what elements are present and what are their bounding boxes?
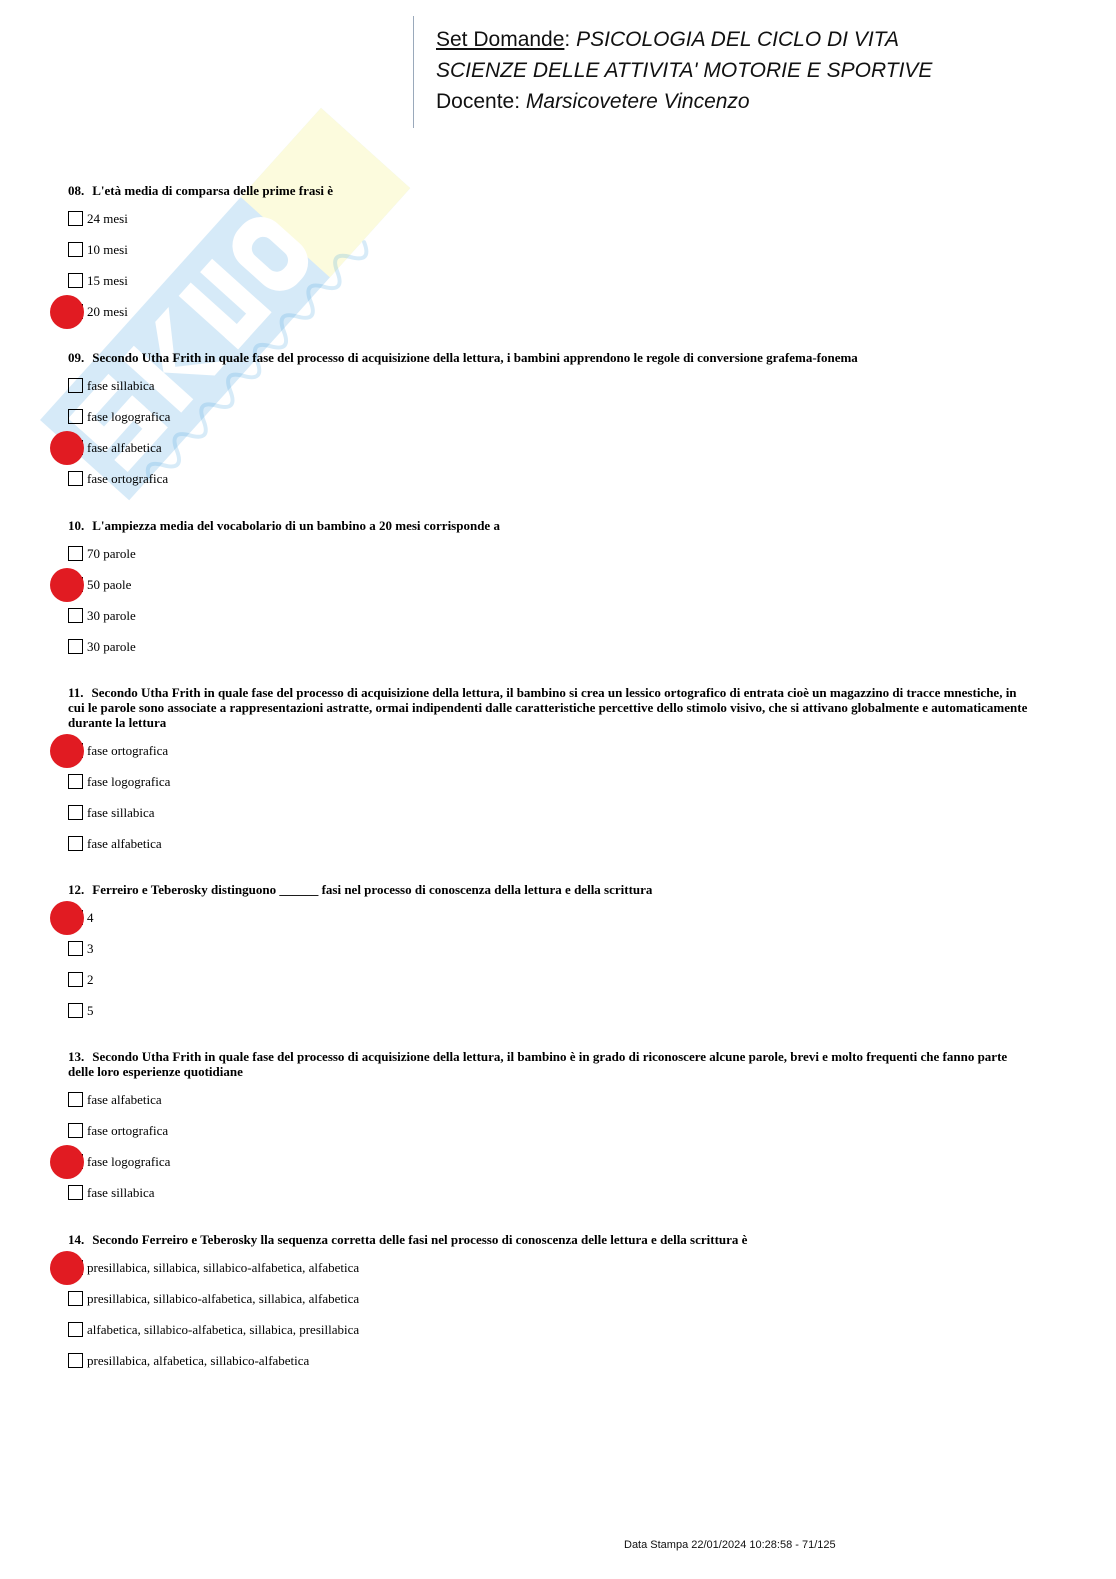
answer-option[interactable]: 3 bbox=[68, 940, 1028, 971]
question-12 bbox=[68, 882, 1028, 1033]
question-title: 11. Secondo Utha Frith in quale fase del processo di acquisizione della lettura, il bambino si crea un lessico ortografico di entrata cioè un magazzino di tracce mnestiche, in cui le parole sono associate a rappresentazioni astratte, ormai indipendenti dalle caratteristiche percettive dello stimolo visivo, che si attivano globalmente e automaticamente durante la lettura bbox=[68, 685, 1028, 730]
checkbox[interactable] bbox=[68, 1322, 83, 1337]
set-title: PSICOLOGIA DEL CICLO DI VITA bbox=[576, 28, 899, 51]
answer-option[interactable]: fase logografica bbox=[68, 1153, 1028, 1184]
question-title: 09. Secondo Utha Frith in quale fase del processo di acquisizione della lettura, i bambini apprendono le regole di conversione grafema-fonema bbox=[68, 350, 858, 365]
checkbox[interactable] bbox=[68, 471, 83, 486]
question-09 bbox=[68, 350, 1028, 501]
checkbox[interactable] bbox=[68, 409, 83, 424]
answer-option[interactable]: alfabetica, sillabico-alfabetica, sillabica, presillabica bbox=[68, 1321, 1028, 1352]
checkbox[interactable] bbox=[68, 1291, 83, 1306]
answer-option[interactable]: fase logografica bbox=[68, 408, 1028, 439]
checkbox[interactable] bbox=[68, 836, 83, 851]
teacher-label: Docente bbox=[436, 90, 515, 113]
teacher-name: Marsicovetere Vincenzo bbox=[525, 90, 750, 113]
checkbox[interactable] bbox=[68, 1185, 83, 1200]
answer-option[interactable]: fase ortografica bbox=[68, 470, 1028, 501]
checkbox[interactable] bbox=[68, 378, 83, 393]
checkbox[interactable] bbox=[68, 1123, 83, 1138]
question-08 bbox=[68, 183, 1028, 334]
checkbox[interactable] bbox=[68, 972, 83, 987]
answer-marker-dot bbox=[50, 295, 84, 329]
answer-option[interactable]: 15 mesi bbox=[68, 272, 1028, 303]
print-date-footer: Data Stampa 22/01/2024 10:28:58 - 71/125 bbox=[624, 1539, 836, 1551]
answer-option[interactable]: 70 parole bbox=[68, 545, 1028, 576]
answer-option[interactable]: 10 mesi bbox=[68, 241, 1028, 272]
answer-option[interactable]: fase alfabetica bbox=[68, 1091, 1028, 1122]
checkbox[interactable] bbox=[68, 1092, 83, 1107]
answer-option[interactable]: 2 bbox=[68, 971, 1028, 1002]
answer-option[interactable]: presillabica, sillabica, sillabico-alfabetica, alfabetica bbox=[68, 1259, 1028, 1290]
question-title: 08. L'età media di comparsa delle prime frasi è bbox=[68, 183, 334, 198]
answer-marker-dot bbox=[50, 734, 84, 768]
answer-option[interactable]: fase sillabica bbox=[68, 804, 1028, 835]
course-name: SCIENZE DELLE ATTIVITA' MOTORIE E SPORTIVE bbox=[436, 59, 933, 82]
answer-option[interactable]: 30 parole bbox=[68, 638, 1028, 669]
answer-option[interactable]: fase ortografica bbox=[68, 742, 1028, 773]
checkbox[interactable] bbox=[68, 1353, 83, 1368]
checkbox[interactable] bbox=[68, 805, 83, 820]
answer-option[interactable]: fase alfabetica bbox=[68, 835, 1028, 866]
header-divider bbox=[413, 16, 414, 128]
answer-option[interactable]: 50 paole bbox=[68, 576, 1028, 607]
answer-option[interactable]: 24 mesi bbox=[68, 210, 1028, 241]
answer-option[interactable]: fase ortografica bbox=[68, 1122, 1028, 1153]
checkbox[interactable] bbox=[68, 941, 83, 956]
answer-option[interactable]: fase alfabetica bbox=[68, 439, 1028, 470]
question-14 bbox=[68, 1232, 1028, 1383]
checkbox[interactable] bbox=[68, 1003, 83, 1018]
answer-option[interactable]: presillabica, alfabetica, sillabico-alfabetica bbox=[68, 1352, 1028, 1383]
answer-marker-dot bbox=[50, 1145, 84, 1179]
document-header: Set Domande: PSICOLOGIA DEL CICLO DI VITA SCIENZE DELLE ATTIVITA' MOTORIE E SPORTIVE Docente: Marsicovetere Vincenzo bbox=[436, 28, 933, 113]
question-13 bbox=[68, 1049, 1028, 1215]
question-title: 12. Ferreiro e Teberosky distinguono ______ fasi nel processo di conoscenza della lettura e della scrittura bbox=[68, 882, 653, 897]
checkbox[interactable] bbox=[68, 211, 83, 226]
answer-marker-dot bbox=[50, 568, 84, 602]
set-label: Set Domande bbox=[436, 28, 565, 51]
answer-option[interactable]: fase sillabica bbox=[68, 377, 1028, 408]
checkbox[interactable] bbox=[68, 608, 83, 623]
question-title: 13. Secondo Utha Frith in quale fase del processo di acquisizione della lettura, il bambino è in grado di riconoscere alcune parole, brevi e molto frequenti che fanno parte delle loro esperienze quotidiane bbox=[68, 1049, 1008, 1079]
answer-marker-dot bbox=[50, 431, 84, 465]
question-10 bbox=[68, 518, 1028, 669]
answer-option[interactable]: fase sillabica bbox=[68, 1184, 1028, 1215]
answer-option[interactable]: presillabica, sillabico-alfabetica, sillabica, alfabetica bbox=[68, 1290, 1028, 1321]
checkbox[interactable] bbox=[68, 774, 83, 789]
answer-option[interactable]: fase logografica bbox=[68, 773, 1028, 804]
answer-marker-dot bbox=[50, 1251, 84, 1285]
answer-marker-dot bbox=[50, 901, 84, 935]
question-11 bbox=[68, 685, 1028, 866]
question-title: 14. Secondo Ferreiro e Teberosky lla sequenza corretta delle fasi nel processo di conoscenza delle lettura e della scrittura è bbox=[68, 1232, 748, 1247]
checkbox[interactable] bbox=[68, 546, 83, 561]
answer-option[interactable]: 20 mesi bbox=[68, 303, 1028, 334]
answer-option[interactable]: 5 bbox=[68, 1002, 1028, 1033]
checkbox[interactable] bbox=[68, 639, 83, 654]
checkbox[interactable] bbox=[68, 273, 83, 288]
answer-option[interactable]: 30 parole bbox=[68, 607, 1028, 638]
answer-option[interactable]: 4 bbox=[68, 909, 1028, 940]
checkbox[interactable] bbox=[68, 242, 83, 257]
question-title: 10. L'ampiezza media del vocabolario di un bambino a 20 mesi corrisponde a bbox=[68, 518, 500, 533]
